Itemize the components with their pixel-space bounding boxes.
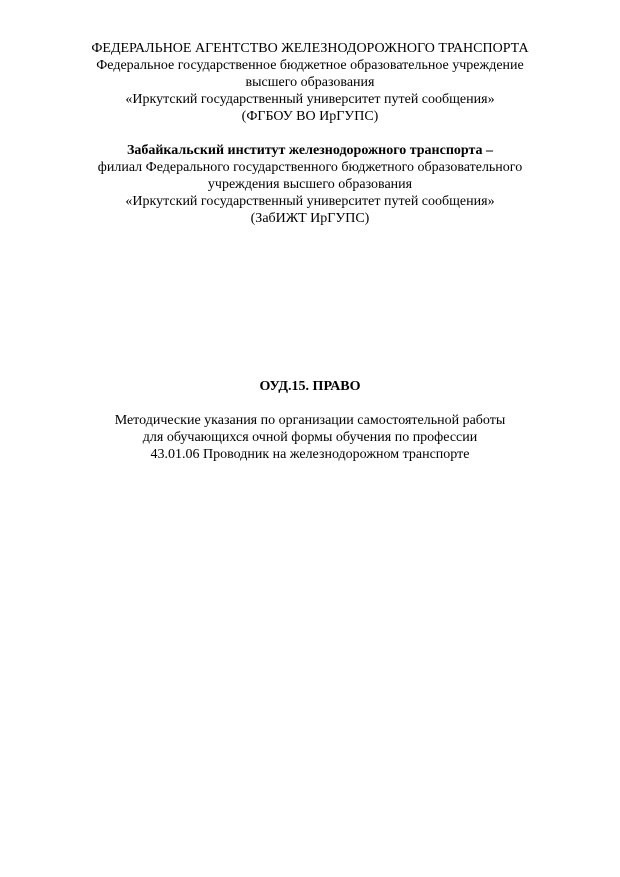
subtitle-line-1: Методические указания по организации самостоятельной работы bbox=[114, 413, 506, 428]
institute-name: Забайкальский институт железнодорожного транспорта – bbox=[126, 143, 494, 158]
institute-line-1: филиал Федерального государственного бюджетного образовательного bbox=[97, 160, 523, 175]
document-title: ОУД.15. ПРАВО bbox=[259, 379, 361, 394]
subtitle-line-3: 43.01.06 Проводник на железнодорожном транспорте bbox=[150, 447, 470, 462]
institute-line-2: учреждения высшего образования bbox=[207, 177, 413, 192]
institute-line-3: «Иркутский государственный университет путей сообщения» bbox=[125, 194, 495, 209]
university-line-3: «Иркутский государственный университет путей сообщения» bbox=[125, 92, 495, 107]
institute-header-block bbox=[0, 142, 620, 227]
university-line-2: высшего образования bbox=[245, 75, 375, 90]
agency-header-block bbox=[0, 40, 620, 125]
document-subtitle-block bbox=[0, 412, 620, 463]
subtitle-line-2: для обучающихся очной формы обучения по профессии bbox=[142, 430, 478, 445]
university-line-1: Федеральное государственное бюджетное образовательное учреждение bbox=[96, 58, 524, 73]
institute-abbreviation: (ЗабИЖТ ИрГУПС) bbox=[250, 211, 370, 226]
university-abbreviation: (ФГБОУ ВО ИрГУПС) bbox=[241, 109, 379, 124]
agency-name: ФЕДЕРАЛЬНОЕ АГЕНТСТВО ЖЕЛЕЗНОДОРОЖНОГО ТРАНСПОРТА bbox=[91, 41, 529, 56]
